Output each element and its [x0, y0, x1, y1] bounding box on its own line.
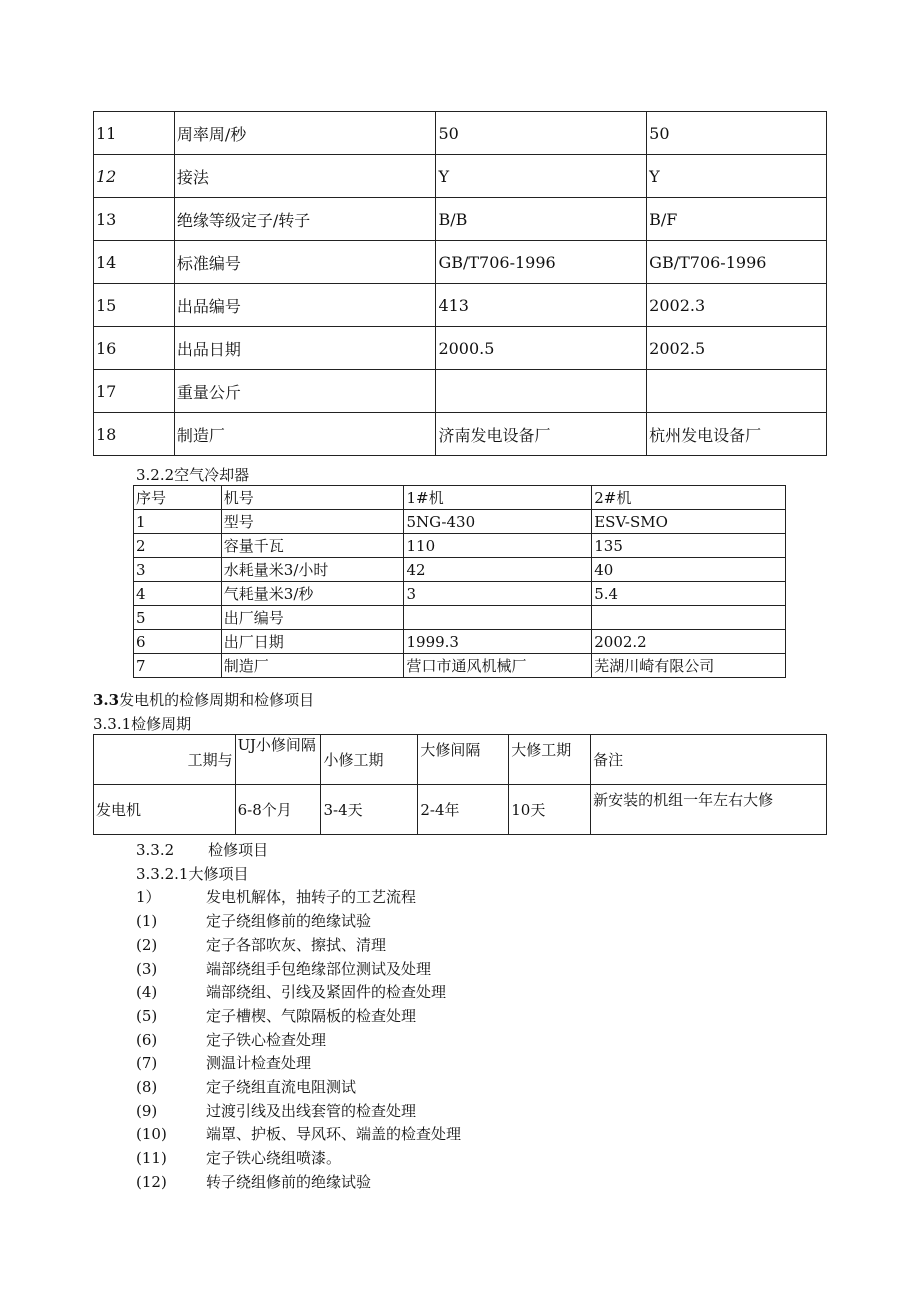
- list-item: [136, 1052, 311, 1073]
- list-item: [136, 1123, 461, 1144]
- table-cell: 型号: [221, 510, 404, 534]
- table-row: [134, 630, 786, 654]
- row-remarks: 新安装的机组一年左右大修: [591, 785, 827, 835]
- header-major-duration: 大修工期: [509, 735, 591, 785]
- list-item: [136, 910, 371, 931]
- list-item: [136, 1005, 416, 1026]
- list-item-number: (11): [136, 1149, 167, 1167]
- list-item: [136, 958, 431, 979]
- row-major-duration: 10天: [509, 785, 591, 835]
- table-cell: GB/T706-1996: [647, 241, 827, 284]
- table-row: [94, 327, 827, 370]
- table-cell: 5NG-430: [404, 510, 592, 534]
- table-row: [94, 241, 827, 284]
- table-cell: 13: [94, 198, 175, 241]
- table-cell: 接法: [174, 155, 436, 198]
- list-item: [136, 1076, 356, 1097]
- table-row: [94, 284, 827, 327]
- table-cell: 11: [94, 112, 175, 155]
- section-3-3-2-title: [136, 839, 268, 860]
- table-cell: 1: [134, 510, 222, 534]
- table-cell: 50: [436, 112, 647, 155]
- table-cell: 济南发电设备厂: [436, 413, 647, 456]
- header-minor-interval: UJ小修间隔: [235, 735, 321, 785]
- table-cell: 1999.3: [404, 630, 592, 654]
- list-item-number: (10): [136, 1125, 167, 1143]
- table-row: [134, 582, 786, 606]
- table-cell: 出厂日期: [221, 630, 404, 654]
- table-cell: 出品编号: [174, 284, 436, 327]
- list-item-text: 端罩、护板、导风环、端盖的检查处理: [206, 1125, 462, 1143]
- section-3-2-2-title: 3.2.2空气冷却器: [136, 466, 250, 484]
- table-row: [94, 785, 827, 835]
- list-item-text: 过渡引线及出线套管的检查处理: [206, 1102, 417, 1120]
- list-item-text: 发电机解体，抽转子的工艺流程: [206, 888, 417, 906]
- table-header-cell: 1#机: [404, 486, 592, 510]
- table-header-row: [94, 735, 827, 785]
- header-major-interval: 大修间隔: [418, 735, 509, 785]
- table-cell: 出厂编号: [221, 606, 404, 630]
- table-cell: 营口市通风机械厂: [404, 654, 592, 678]
- section-3-3-1-title: 3.3.1检修周期: [93, 715, 192, 733]
- list-item-text: 定子绕组直流电阻测试: [206, 1078, 357, 1096]
- air-cooler-table: [133, 485, 786, 678]
- row-minor-duration: 3-4天: [321, 785, 418, 835]
- list-item-number: (8): [136, 1078, 158, 1096]
- list-item-number: (6): [136, 1031, 158, 1049]
- table-cell: 7: [134, 654, 222, 678]
- table-cell: [436, 370, 647, 413]
- table-row: [134, 606, 786, 630]
- table-cell: 标准编号: [174, 241, 436, 284]
- list-item: [136, 1100, 416, 1121]
- table-cell: 周率周/秒: [174, 112, 436, 155]
- table-cell: 135: [592, 534, 786, 558]
- list-item-number: (7): [136, 1054, 158, 1072]
- header-remarks: 备注: [591, 735, 827, 785]
- list-item-text: 定子铁心检查处理: [206, 1031, 327, 1049]
- list-item-number: (2): [136, 936, 158, 954]
- list-item-number: 1）: [136, 888, 161, 906]
- list-item: [136, 981, 446, 1002]
- table-cell: 3: [134, 558, 222, 582]
- table-header-row: [134, 486, 786, 510]
- section-3-3-text: 发电机的检修周期和检修项目: [119, 691, 315, 709]
- table-cell: B/B: [436, 198, 647, 241]
- table-row: [134, 534, 786, 558]
- table-header-cell: 2#机: [592, 486, 786, 510]
- table-cell: 50: [647, 112, 827, 155]
- section-3-3-2-number: 3.3.2: [136, 841, 175, 859]
- list-item-number: (1): [136, 912, 158, 930]
- list-item-text: 端部绕组、引线及紧固件的检查处理: [206, 983, 447, 1001]
- table-cell: 2000.5: [436, 327, 647, 370]
- table-cell: 14: [94, 241, 175, 284]
- row-minor-interval: 6-8个月: [235, 785, 321, 835]
- list-item-text: 定子铁心绕组喷漆。: [206, 1149, 342, 1167]
- table-cell: [404, 606, 592, 630]
- list-item: [136, 1171, 371, 1192]
- table-cell: 重量公斤: [174, 370, 436, 413]
- list-item-text: 端部绕组手包绝缘部位测试及处理: [206, 960, 432, 978]
- table-cell: 出品日期: [174, 327, 436, 370]
- table-cell: 5.4: [592, 582, 786, 606]
- section-3-3-2-text: 检修项目: [208, 841, 269, 859]
- table-cell: 413: [436, 284, 647, 327]
- table-row: [94, 155, 827, 198]
- table-cell: GB/T706-1996: [436, 241, 647, 284]
- table-cell: 6: [134, 630, 222, 654]
- table-row: [94, 370, 827, 413]
- table-cell: 2002.2: [592, 630, 786, 654]
- list-item-number: (3): [136, 960, 158, 978]
- table-cell: 制造厂: [174, 413, 436, 456]
- table-cell: Y: [436, 155, 647, 198]
- table-row: [94, 112, 827, 155]
- generator-params-table: [93, 111, 827, 456]
- table-cell: 17: [94, 370, 175, 413]
- table-cell: 水耗量米3/小时: [221, 558, 404, 582]
- section-3-3-number: 3.3: [93, 691, 120, 709]
- maintenance-period-table: [93, 734, 827, 835]
- list-item-number: (12): [136, 1173, 167, 1191]
- table-row: [134, 654, 786, 678]
- row-major-interval: 2-4年: [418, 785, 509, 835]
- table-header-cell: 机号: [221, 486, 404, 510]
- table-cell: 3: [404, 582, 592, 606]
- table-cell: [592, 606, 786, 630]
- table-cell: 芜湖川崎有限公司: [592, 654, 786, 678]
- list-item: [136, 886, 416, 907]
- table-cell: 40: [592, 558, 786, 582]
- table-header-cell: 序号: [134, 486, 222, 510]
- table-cell: ESV-SMO: [592, 510, 786, 534]
- list-item-text: 测温计检查处理: [206, 1054, 312, 1072]
- table-cell: 容量千瓦: [221, 534, 404, 558]
- table-row: [94, 198, 827, 241]
- table-cell: 绝缘等级定子/转子: [174, 198, 436, 241]
- table-cell: Y: [647, 155, 827, 198]
- list-item: [136, 934, 386, 955]
- table-cell: 15: [94, 284, 175, 327]
- table-row: [134, 510, 786, 534]
- list-item: [136, 1029, 326, 1050]
- table-row: [94, 413, 827, 456]
- list-item-text: 转子绕组修前的绝缘试验: [206, 1173, 372, 1191]
- table-cell: 18: [94, 413, 175, 456]
- table-cell: 4: [134, 582, 222, 606]
- header-minor-duration: 小修工期: [321, 735, 418, 785]
- table-cell: 42: [404, 558, 592, 582]
- table-cell: 制造厂: [221, 654, 404, 678]
- list-item-text: 定子各部吹灰、擦拭、清理: [206, 936, 387, 954]
- table-cell: 2: [134, 534, 222, 558]
- table-cell: 16: [94, 327, 175, 370]
- table-cell: B/F: [647, 198, 827, 241]
- list-item-number: (9): [136, 1102, 158, 1120]
- table-cell: 2002.3: [647, 284, 827, 327]
- table-row: [134, 558, 786, 582]
- section-3-3-2-1-title: 3.3.2.1大修项目: [136, 865, 249, 883]
- header-corner: 工期与: [94, 735, 236, 785]
- table-cell: 12: [94, 155, 175, 198]
- row-name: 发电机: [94, 785, 236, 835]
- list-item-text: 定子绕组修前的绝缘试验: [206, 912, 372, 930]
- section-3-3-title: [93, 689, 314, 710]
- table-cell: [647, 370, 827, 413]
- list-item-number: (4): [136, 983, 158, 1001]
- list-item: [136, 1147, 341, 1168]
- table-cell: 110: [404, 534, 592, 558]
- table-cell: 气耗量米3/秒: [221, 582, 404, 606]
- list-item-text: 定子槽楔、气隙隔板的检查处理: [206, 1007, 417, 1025]
- table-cell: 5: [134, 606, 222, 630]
- list-item-number: (5): [136, 1007, 158, 1025]
- table-cell: 2002.5: [647, 327, 827, 370]
- table-cell: 杭州发电设备厂: [647, 413, 827, 456]
